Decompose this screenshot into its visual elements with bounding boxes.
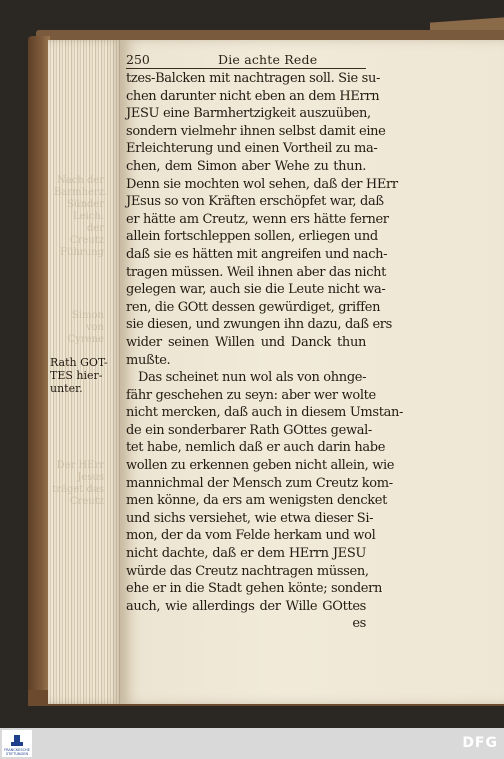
text-line: mußte. [126,352,171,368]
cover-board-spine [28,36,50,704]
text-line: chen darunter nicht eben an dem HErrn [126,88,380,104]
text-line: de ein sonderbarer Rath GOttes gewal- [126,422,372,438]
text-line: tragen müssen. Weil ihnen aber das nicht [126,264,387,280]
text-line: allein fortschleppen sollen, erliegen und [126,229,378,245]
francke-logo[interactable] [2,730,32,757]
bleed-through-text: Simon von Cyrene [67,310,104,345]
page-number: 250 [126,52,150,67]
text-line: chen, dem Simon aber Wehe zu thun. [126,158,366,174]
text-line: würde das Creutz nachtragen müssen, [126,563,369,579]
margin-note-line: Rath GOT- [50,356,108,369]
text-line: tet habe, nemlich daß er auch darin habe [126,440,386,456]
logo-emblem-base-icon [11,742,23,746]
text-line: tzes-Balcken mit nachtragen soll. Sie su- [126,71,381,86]
header-rule [126,68,366,69]
body-text [126,70,404,633]
margin-note [50,356,120,395]
text-line: daß sie es hätten mit angreifen und nach- [126,246,388,262]
text-line: auch, wie allerdings der Wille GOttes [126,598,366,614]
running-head [126,52,366,68]
margin-note-line: unter. [50,382,83,395]
text-line: mon, der da vom Felde herkam und wol [126,528,376,544]
text-line: JESU eine Barmhertzigkeit auszuüben, [126,106,371,122]
text-line: men könne, da ers am wenigsten dencket [126,493,387,509]
text-line: ehe er in die Stadt gehen könte; sondern [126,581,383,597]
text-line: nicht mercken, daß auch in diesem Umstan- [126,405,404,421]
text-line: er hätte am Creutz, wenn ers hätte ferner [126,211,389,227]
running-title: Die achte Rede [218,52,318,67]
text-line: wider seinen Willen und Danck thun [126,334,366,350]
text-line: mannichmal der Mensch zum Creutz kom- [126,475,393,491]
logo-text: FRANCKESCHE STIFTUNGEN [4,748,30,756]
text-line: wollen zu erkennen geben nicht allein, wie [126,458,395,474]
text-line: gelegen war, auch sie die Leute nicht wa- [126,282,386,298]
text-line: und sichs versiehet, wie etwa dieser Si- [126,510,374,526]
dfg-logo[interactable]: DFG [462,735,498,751]
catchword: es [352,616,366,632]
text-line: nicht dachte, daß er dem HErrn JESU [126,546,366,562]
viewer-footer [0,728,504,759]
bleed-through-text: Nach der Barmherz. Sünder Leich. der Creutz Führung [54,175,108,258]
text-line: fähr geschehen zu seyn: aber wer wolte [126,387,376,403]
text-line: JEsus so von Kräften erschöpfet war, daß [126,194,384,210]
text-line: Erleichterung und einen Vortheil zu ma- [126,141,378,157]
text-line: sie diesen, und zwungen ihn dazu, daß ers [126,317,392,333]
text-line: sondern vielmehr ihnen selbst damit eine [126,123,386,139]
bleed-through-text: Der HErr Jesus träget das Creutz [52,460,104,507]
text-line: Das scheinet nun wol als von ohnge- [138,370,367,386]
text-line: Denn sie mochten wol sehen, daß der HErr [126,176,398,192]
margin-note-line: TES hier- [50,369,103,382]
text-line: ren, die GOtt dessen gewürdiget, griffen [126,299,381,315]
